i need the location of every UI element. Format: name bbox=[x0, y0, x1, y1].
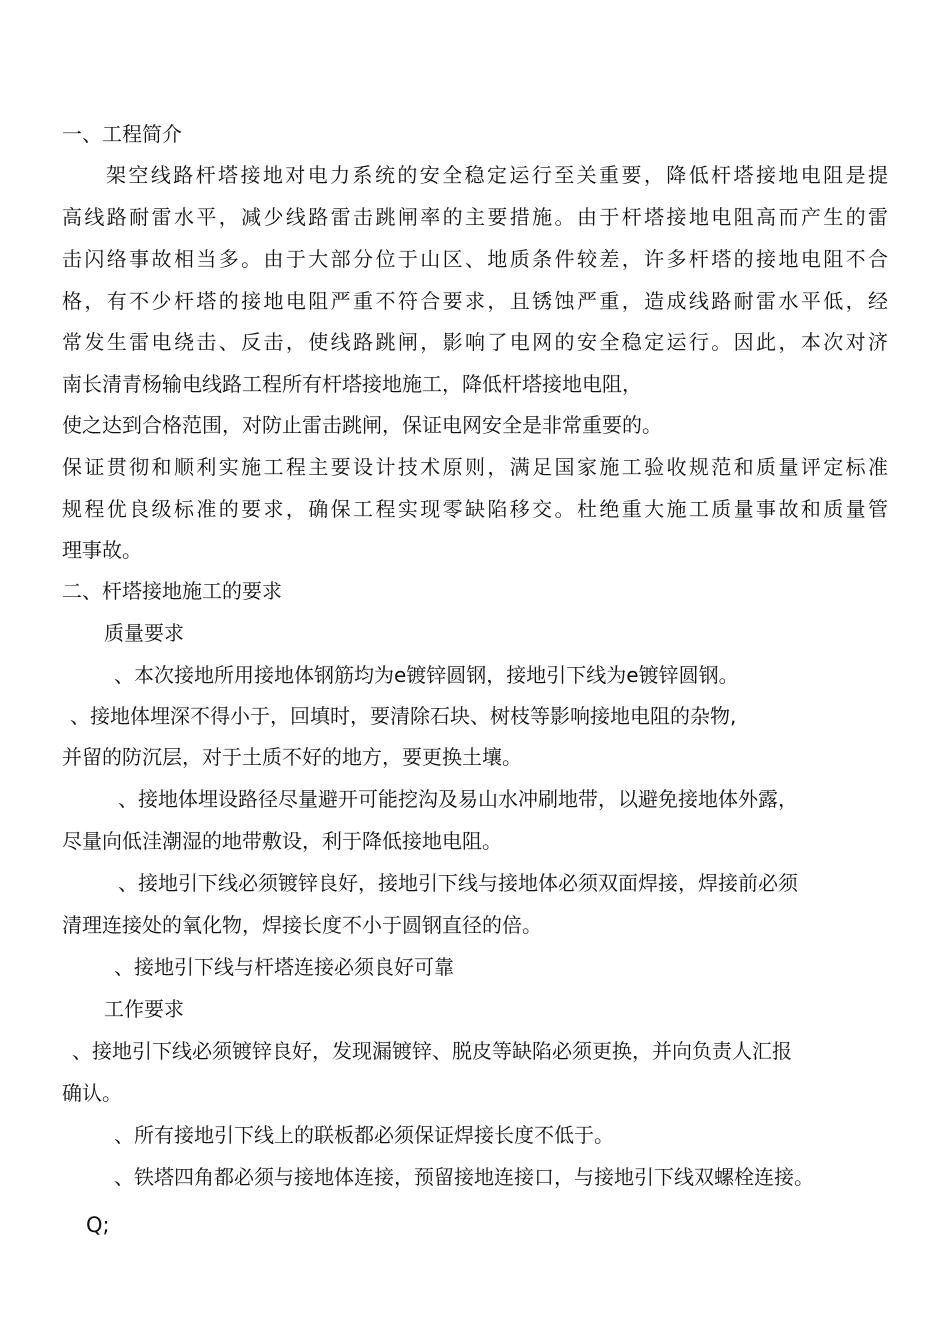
quality-item: 、本次接地所用接地体钢筋均为e镀锌圆钢，接地引下线为e镀锌圆钢。 bbox=[114, 663, 739, 687]
intro-line: 保证贯彻和顺利实施工程主要设计技术原则，满足国家施工验收规范和质量评定标准 bbox=[62, 455, 888, 479]
quality-item: 清理连接处的氧化物，焊接长度不小于圆钢直径的倍。 bbox=[62, 913, 542, 937]
work-item: 、所有接地引下线上的联板都必须保证焊接长度不低于。 bbox=[114, 1123, 614, 1147]
quality-title: 质量要求 bbox=[104, 621, 184, 645]
quality-item: 、接地引下线与杆塔连接必须良好可靠 bbox=[114, 955, 454, 979]
work-item: 、铁塔四角都必须与接地体连接，预留接地连接口，与接地引下线双螺栓连接。 bbox=[114, 1165, 814, 1189]
intro-line: 理事故。 bbox=[62, 538, 142, 562]
quality-item: 、接地引下线必须镀锌良好，接地引下线与接地体必须双面焊接，焊接前必须 bbox=[118, 871, 798, 895]
intro-line: 击闪络事故相当多。由于大部分位于山区、地质条件较差，许多杆塔的接地电阻不合 bbox=[62, 247, 888, 271]
footer-mark: Q; bbox=[86, 1213, 110, 1237]
intro-line: 架空线路杆塔接地对电力系统的安全稳定运行至关重要，降低杆塔接地电阻是提 bbox=[106, 163, 888, 187]
intro-line: 格，有不少杆塔的接地电阻严重不符合要求，且锈蚀严重，造成线路耐雷水平低，经 bbox=[62, 289, 888, 313]
work-item: 、接地引下线必须镀锌良好，发现漏镀锌、脱皮等缺陷必须更换，并向负责人汇报 bbox=[72, 1039, 792, 1063]
section-heading-intro: 一、工程简介 bbox=[62, 122, 182, 146]
intro-line: 常发生雷电绕击、反击，使线路跳闸，影响了电网的安全稳定运行。因此，本次对济 bbox=[62, 330, 888, 354]
intro-line: 使之达到合格范围，对防止雷击跳闸，保证电网安全是非常重要的。 bbox=[62, 413, 662, 437]
quality-item: 并留的防沉层，对于土质不好的地方，要更换土壤。 bbox=[62, 745, 522, 769]
intro-line: 高线路耐雷水平，减少线路雷击跳闸率的主要措施。由于杆塔接地电阻高而产生的雷 bbox=[62, 205, 888, 229]
section-heading-requirements: 二、杆塔接地施工的要求 bbox=[62, 579, 282, 603]
quality-item: 尽量向低洼潮湿的地带敷设，利于降低接地电阻。 bbox=[62, 829, 502, 853]
quality-item: 、接地体埋设路径尽量避开可能挖沟及易山水冲刷地带，以避免接地体外露， bbox=[118, 787, 798, 811]
quality-item: 、接地体埋深不得小于，回填时，要清除石块、树枝等影响接地电阻的杂物, bbox=[70, 704, 737, 728]
work-title: 工作要求 bbox=[104, 997, 184, 1021]
work-item: 确认。 bbox=[62, 1081, 122, 1105]
intro-line: 规程优良级标准的要求，确保工程实现零缺陷移交。杜绝重大施工质量事故和质量管 bbox=[62, 497, 888, 521]
intro-line: 南长清青杨输电线路工程所有杆塔接地施工，降低杆塔接地电阻， bbox=[62, 372, 642, 396]
